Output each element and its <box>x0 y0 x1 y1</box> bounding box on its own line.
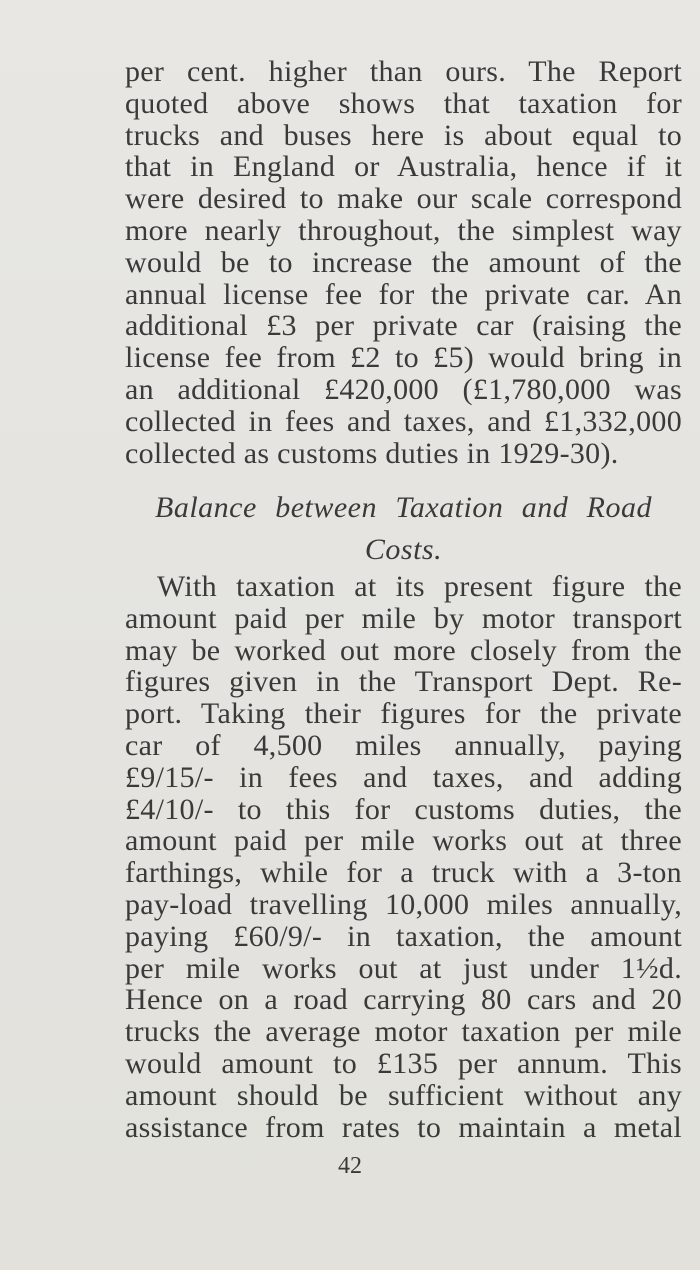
text-line: were desired to make our scale correspond <box>125 182 682 216</box>
text-line: paying £60/9/- in taxation, the amount <box>125 919 682 953</box>
page-number: 42 <box>338 1153 362 1179</box>
text-line: farthings, while for a truck with a 3-ton <box>125 856 682 890</box>
text-line: amount should be sufficient without any <box>125 1078 682 1112</box>
text-line: £9/15/- in fees and taxes, and adding <box>125 760 682 794</box>
section-heading-line-1: Balance between Taxation and Road <box>155 491 652 524</box>
text-line: may be worked out more closely from the <box>125 633 682 667</box>
section-heading-line-2: Costs. <box>364 533 443 566</box>
text-line: additional £3 per private car (raising the <box>125 309 682 343</box>
text-line: port. Taking their figures for the private <box>125 697 682 731</box>
text-line: assistance from rates to maintain a metal <box>125 1110 682 1144</box>
text-line: collected in fees and taxes, and £1,332,000 <box>125 404 682 438</box>
text-line: an additional £420,000 (£1,780,000 was <box>125 372 682 406</box>
text-line: license fee from £2 to £5) would bring in <box>125 341 682 375</box>
text-line: With taxation at its present figure the <box>157 570 682 603</box>
text-line: Hence on a road carrying 80 cars and 20 <box>125 983 682 1017</box>
text-line: trucks and buses here is about equal to <box>125 118 682 152</box>
text-line: amount paid per mile works out at three <box>125 824 682 858</box>
text-line: per mile works out at just under 1½d. <box>125 951 682 985</box>
text-line: amount paid per mile by motor transport <box>125 601 682 635</box>
text-line: that in England or Australia, hence if it <box>125 150 682 184</box>
text-line: £4/10/- to this for customs duties, the <box>125 792 682 826</box>
text-line: more nearly throughout, the simplest way <box>125 213 682 247</box>
section-heading <box>125 487 682 571</box>
text-line: figures given in the Transport Dept. Re- <box>125 665 682 699</box>
text-line: car of 4,500 miles annually, paying <box>125 728 682 762</box>
text-line: quoted above shows that taxation for <box>125 86 682 120</box>
text-line: would amount to £135 per annum. This <box>125 1046 682 1080</box>
paragraph-road-taxation <box>125 56 682 469</box>
paragraph-balance <box>125 571 682 1143</box>
text-line: per cent. higher than ours. The Report <box>125 55 682 88</box>
text-line: collected as customs duties in 1929-30). <box>125 436 619 470</box>
text-line: trucks the average motor taxation per mile <box>125 1015 682 1049</box>
text-line: pay-load travelling 10,000 miles annually, <box>125 887 682 921</box>
text-line: annual license fee for the private car. An <box>125 277 682 311</box>
text-line: would be to increase the amount of the <box>125 245 682 279</box>
